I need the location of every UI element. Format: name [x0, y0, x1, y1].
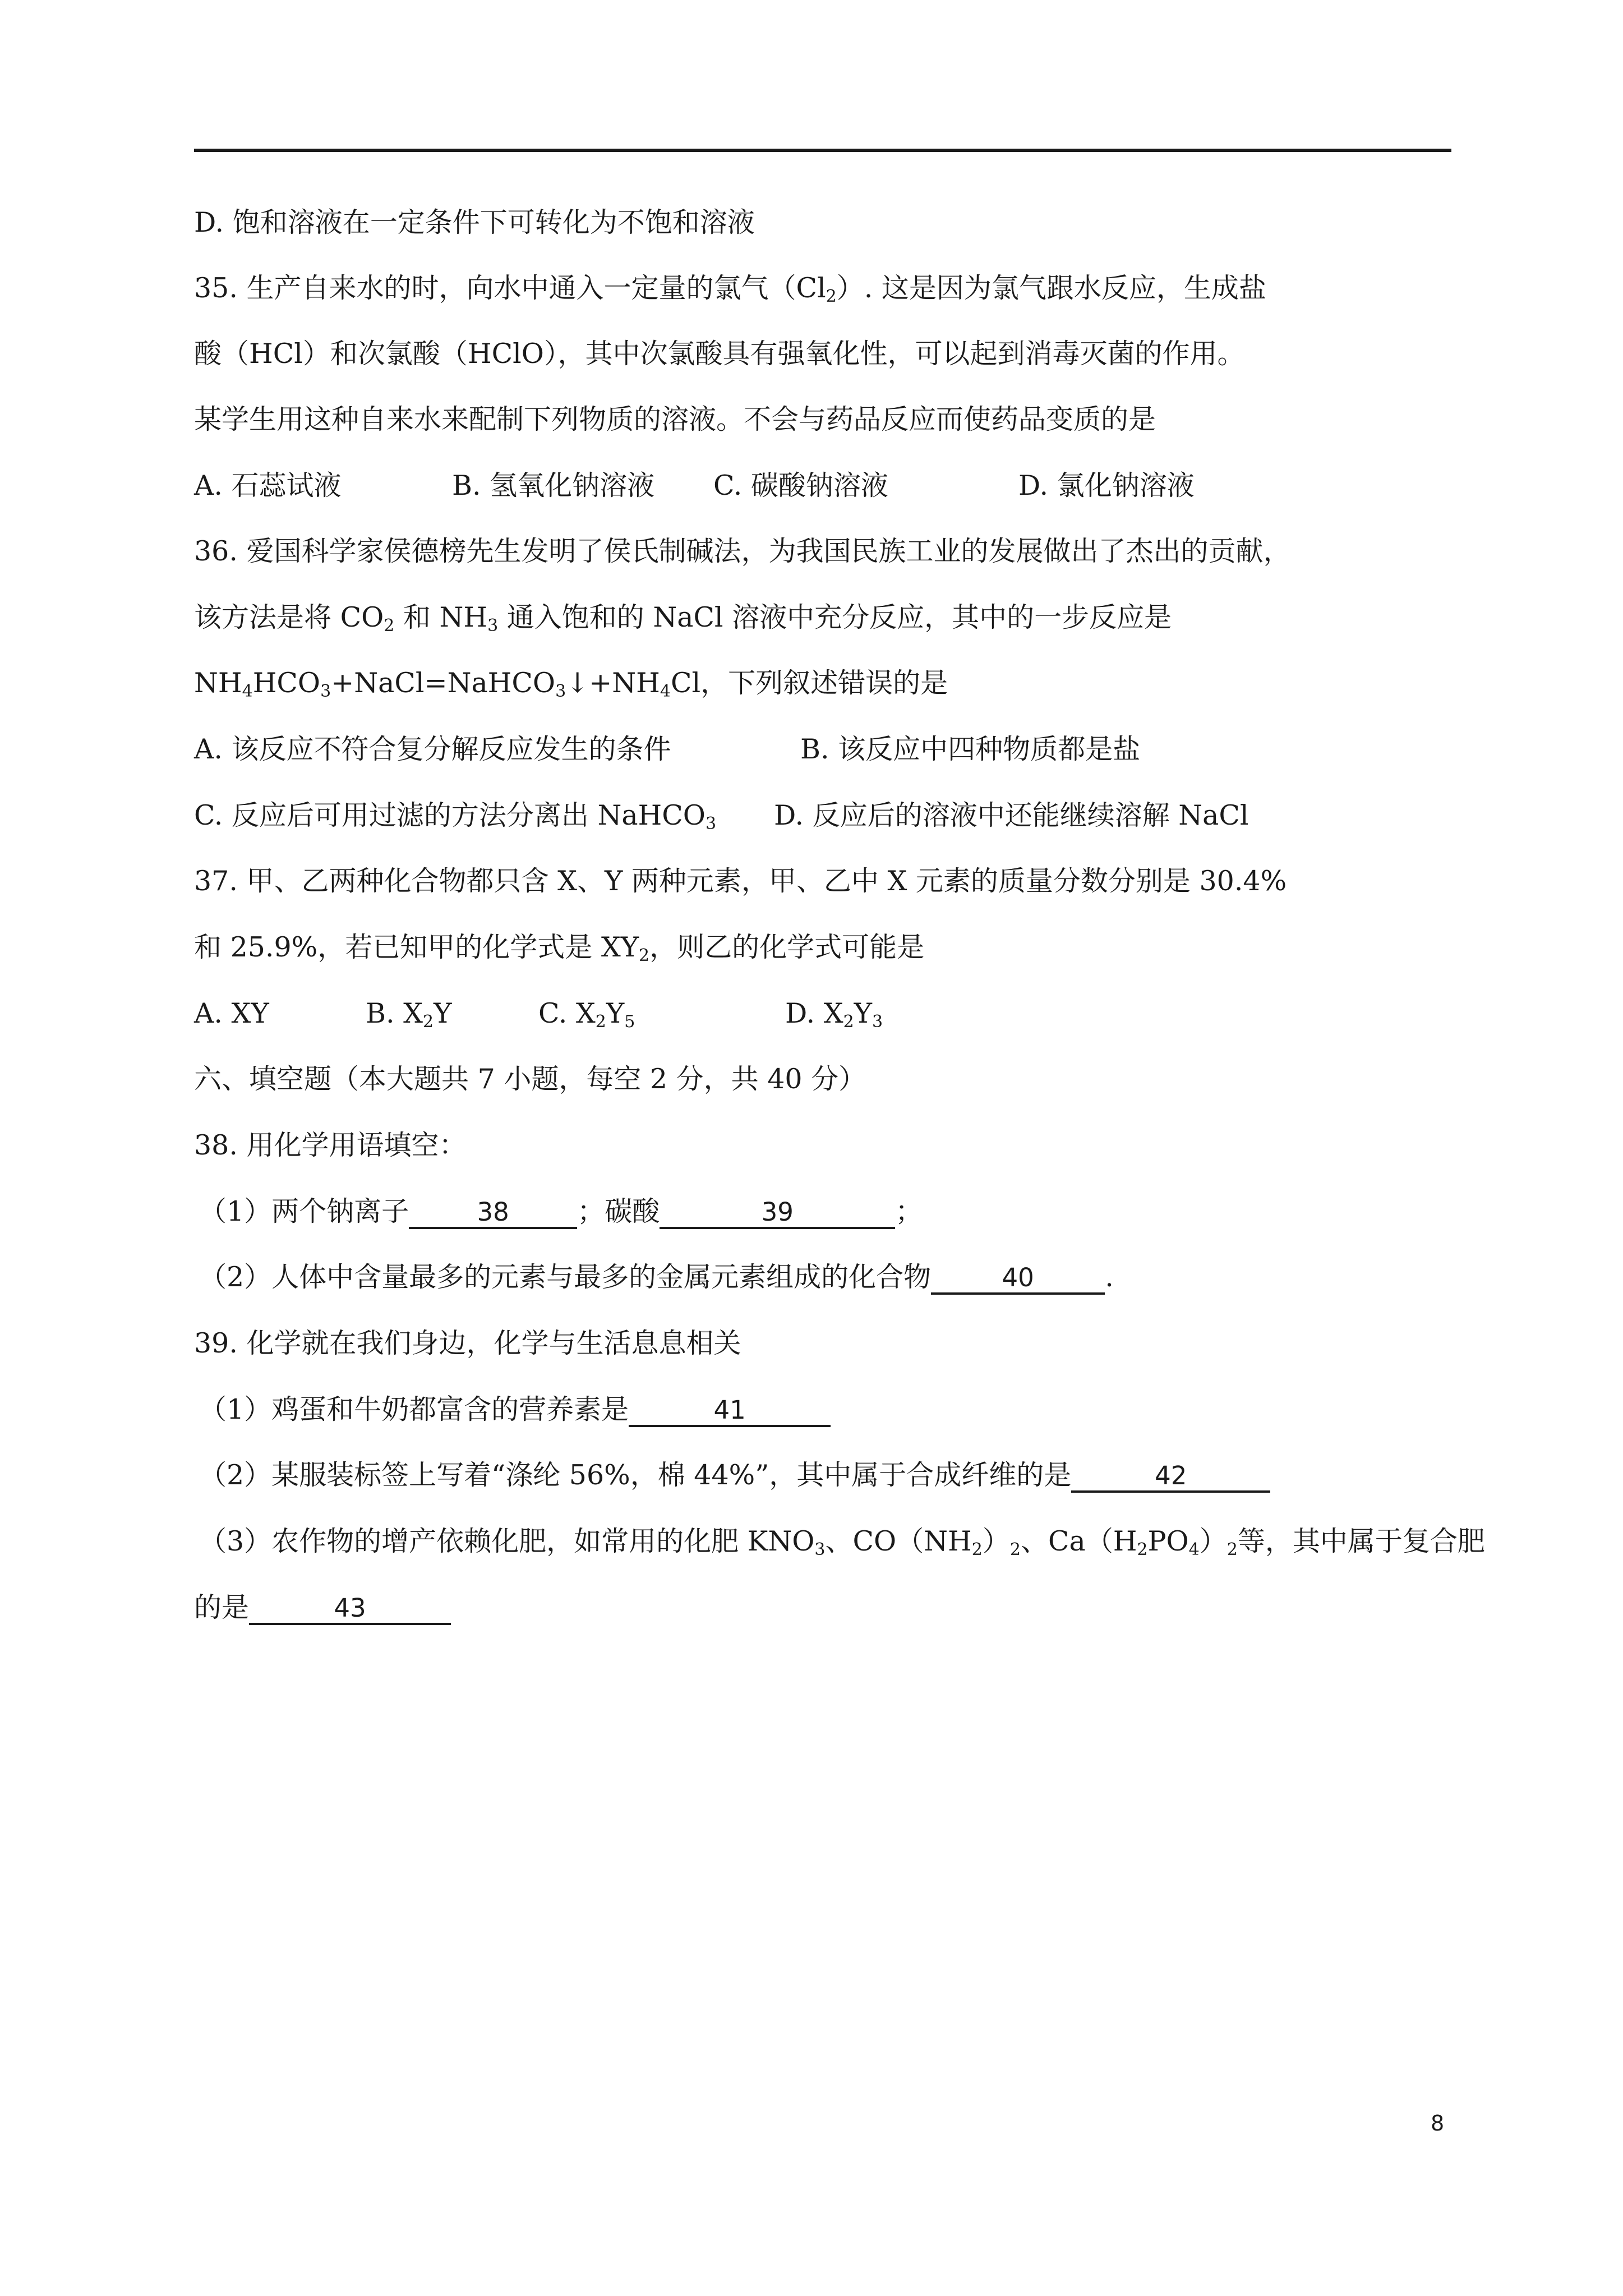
question-36-line-1: 36. 爱国科学家侯德榜先生发明了侯氏制碱法，为我国民族工业的发展做出了杰出的贡献， [194, 535, 1291, 567]
q36-option-a: A. 该反应不符合复分解反应发生的条件 [194, 733, 671, 765]
q36-option-d: D. 反应后的溶液中还能继续溶解 NaCl [774, 799, 1249, 831]
question-39-part-3: （3）农作物的增产依赖化肥，如常用的化肥 $KNO_3$、$CO(NH_2)_2$、$Ca(H_2PO_4)_2$等，其中属于复合肥 [199, 1525, 1485, 1559]
question-35-line-1: 35. 生产自来水的时，向水中通入一定量的氯气$(Cl_2)$. 这是因为氯气跟水反应，生成盐 [194, 272, 1266, 306]
question-39-part-3-cont: 的是 43 [194, 1591, 451, 1625]
answer-blank-38[interactable]: 38 [409, 1198, 577, 1229]
answer-blank-41[interactable]: 41 [629, 1396, 831, 1427]
answer-blank-39[interactable]: 39 [660, 1198, 895, 1229]
answer-blank-42[interactable]: 42 [1071, 1461, 1270, 1493]
question-38-part-2: （2）人体中含量最多的元素与最多的金属元素组成的化合物 40 . [199, 1260, 1114, 1295]
question-39-part-2: （2）某服装标签上写着“涤纶 56%，棉 44%”，其中属于合成纤维的是 42 [199, 1458, 1270, 1493]
q37-option-c: C. $X_2Y_5$ [538, 997, 635, 1032]
question-35-line-3: 某学生用这种自来水来配制下列物质的溶液。不会与药品反应而使药品变质的是 [194, 403, 1156, 435]
question-39-heading: 39. 化学就在我们身边，化学与生活息息相关 [194, 1327, 741, 1359]
question-39-part-1: （1）鸡蛋和牛奶都富含的营养素是 41 [199, 1393, 831, 1427]
q36-option-b: B. 该反应中四种物质都是盐 [800, 733, 1141, 765]
q36-option-c: C. 反应后可用过滤的方法分离出 NaHCO$_3$ [194, 799, 717, 834]
section-6-heading: 六、填空题（本大题共 7 小题，每空 2 分，共 40 分） [194, 1063, 866, 1095]
page-number: 8 [1431, 2111, 1445, 2136]
question-36-line-2: 该方法是将 $CO_2$ 和 $NH_3$ 通入饱和的 NaCl 溶液中充分反应，其中的一步反应是 [194, 601, 1172, 636]
question-38-heading: 38. 用化学用语填空： [194, 1129, 467, 1161]
question-37-line-2: 和 25.9%，若已知甲的化学式是 $XY_2$，则乙的化学式可能是 [194, 931, 925, 965]
header-rule [194, 149, 1451, 152]
question-36-equation: $NH_4HCO_3+NaCl=NaHCO_3↓+NH_4Cl$，下列叙述错误的是 [194, 667, 948, 701]
q35-option-a: A. 石蕊试液 [194, 470, 342, 501]
answer-blank-43[interactable]: 43 [249, 1594, 451, 1625]
answer-blank-40[interactable]: 40 [931, 1263, 1105, 1295]
question-37-line-1: 37. 甲、乙两种化合物都只含 X、Y 两种元素，甲、乙中 X 元素的质量分数分别是 30.4% [194, 865, 1287, 897]
q37-option-b: B. $X_2Y$ [366, 997, 452, 1032]
option-d-previous: D. 饱和溶液在一定条件下可转化为不饱和溶液 [194, 206, 755, 238]
q35-option-c: C. 碳酸钠溶液 [713, 470, 888, 501]
q35-option-d: D. 氯化钠溶液 [1018, 470, 1195, 501]
q37-option-d: D. $X_2Y_3$ [785, 997, 883, 1032]
q37-option-a: A. XY [194, 997, 269, 1029]
q35-option-b: B. 氢氧化钠溶液 [452, 470, 655, 501]
question-35-line-2: 酸（HCl）和次氯酸（HClO），其中次氯酸具有强氧化性，可以起到消毒灭菌的作用。 [194, 338, 1245, 370]
question-38-part-1: （1）两个钠离子 38 ；碳酸 39 ； [199, 1195, 923, 1229]
